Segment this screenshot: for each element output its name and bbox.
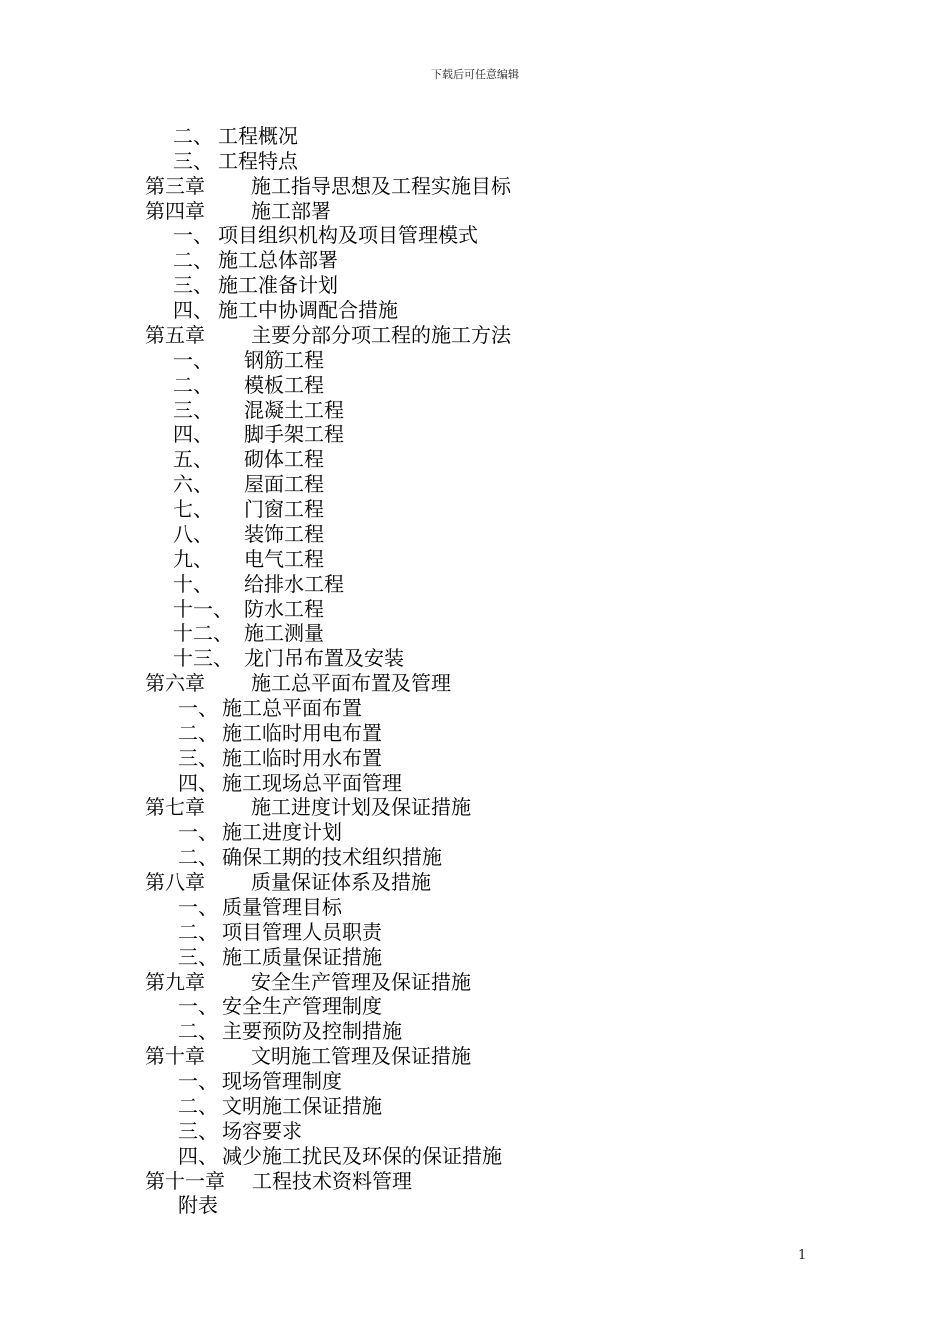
toc-entry-number: 第十章 <box>145 1044 205 1069</box>
toc-entry-title: 确保工期的技术组织措施 <box>222 845 442 870</box>
toc-entry-title: 防水工程 <box>244 596 324 621</box>
toc-entry-title: 施工临时用电布置 <box>222 720 382 745</box>
toc-entry-title: 施工指导思想及工程实施目标 <box>251 173 511 198</box>
toc-entry-number: 三、 <box>178 745 218 770</box>
toc-entry-number: 八、 <box>173 521 213 546</box>
toc-entry-title: 施工总平面布置及管理 <box>251 671 451 696</box>
toc-entry-number: 四、 <box>173 298 213 323</box>
toc-entry-number: 四、 <box>178 1143 218 1168</box>
toc-entry-number: 二、 <box>178 1093 218 1118</box>
toc-entry-title: 施工进度计划 <box>222 820 342 845</box>
toc-entry-title: 施工部署 <box>251 198 331 223</box>
toc-entry-title: 工程特点 <box>218 148 298 173</box>
toc-entry-title: 混凝土工程 <box>244 397 344 422</box>
toc-entry-number: 五、 <box>173 447 213 472</box>
toc-entry-number: 一、 <box>173 347 213 372</box>
toc-entry-number: 二、 <box>178 720 218 745</box>
toc-entry-title: 文明施工保证措施 <box>222 1093 382 1118</box>
toc-entry-title: 施工临时用水布置 <box>222 745 382 770</box>
toc-entry-title: 文明施工管理及保证措施 <box>251 1044 471 1069</box>
toc-entry-number: 三、 <box>173 397 213 422</box>
toc-entry-title: 电气工程 <box>244 546 324 571</box>
toc-entry-title: 施工质量保证措施 <box>222 944 382 969</box>
toc-entry-number: 一、 <box>178 820 218 845</box>
toc-entry-number: 六、 <box>173 472 213 497</box>
page-header: 下载后可任意编辑 <box>431 68 519 81</box>
toc-entry-number: 二、 <box>173 248 213 273</box>
toc-entry-title: 施工总体部署 <box>218 248 338 273</box>
toc-entry-number: 四、 <box>178 770 218 795</box>
toc-entry-title: 减少施工扰民及环保的保证措施 <box>222 1143 502 1168</box>
toc-entry-number: 第八章 <box>145 870 205 895</box>
toc-entry-title: 给排水工程 <box>244 571 344 596</box>
toc-entry-title: 现场管理制度 <box>222 1069 342 1094</box>
toc-entry-number: 三、 <box>178 1118 218 1143</box>
toc-entry-title: 施工测量 <box>244 621 324 646</box>
toc-entry-title: 质量保证体系及措施 <box>251 870 431 895</box>
toc-entry-title: 附表 <box>178 1193 218 1218</box>
toc-entry-number: 三、 <box>178 944 218 969</box>
toc-entry-number: 二、 <box>178 845 218 870</box>
toc-entry-number: 十二、 <box>173 621 233 646</box>
toc-entry-title: 质量管理目标 <box>222 894 342 919</box>
toc-entry-number: 第十一章 <box>145 1168 225 1193</box>
toc-entry-number: 第九章 <box>145 969 205 994</box>
toc-entry-title: 项目管理人员职责 <box>222 919 382 944</box>
toc-entry-number: 一、 <box>178 994 218 1019</box>
toc-entry-number: 二、 <box>178 919 218 944</box>
toc-entry-title: 施工中协调配合措施 <box>218 298 398 323</box>
toc-entry-title: 施工总平面布置 <box>222 696 362 720</box>
toc-entry-title: 主要分部分项工程的施工方法 <box>251 322 511 347</box>
toc-entry-number: 十三、 <box>173 646 233 671</box>
toc-entry-number: 一、 <box>173 223 213 248</box>
toc-entry-title: 模板工程 <box>244 372 324 397</box>
toc-entry-title: 工程概况 <box>218 124 298 148</box>
toc-entry-title: 项目组织机构及项目管理模式 <box>218 223 478 248</box>
toc-entry-title: 脚手架工程 <box>244 422 344 447</box>
toc-entry-number: 第五章 <box>145 322 205 347</box>
toc-entry-title: 场容要求 <box>222 1118 302 1143</box>
toc-entry-number: 九、 <box>173 546 213 571</box>
toc-entry-number: 三、 <box>173 148 213 173</box>
page-number: 1 <box>798 1248 807 1263</box>
toc-entry-number: 三、 <box>173 273 213 298</box>
toc-entry-number: 四、 <box>173 422 213 447</box>
toc-entry-title: 龙门吊布置及安装 <box>244 646 404 671</box>
toc-entry-title: 主要预防及控制措施 <box>222 1019 402 1044</box>
toc-entry-title: 安全生产管理及保证措施 <box>251 969 471 994</box>
toc-entry-number: 第四章 <box>145 198 205 223</box>
toc-entry-title: 工程技术资料管理 <box>252 1168 412 1193</box>
toc-entry-title: 砌体工程 <box>244 447 324 472</box>
toc-entry-title: 施工准备计划 <box>218 273 338 298</box>
toc-entry-number: 二、 <box>173 124 213 148</box>
toc-entry-title: 门窗工程 <box>244 497 324 522</box>
toc-entry-title: 屋面工程 <box>244 472 324 497</box>
toc-entry-number: 二、 <box>173 372 213 397</box>
toc-entry-number: 第七章 <box>145 795 205 820</box>
toc-entry-number: 十一、 <box>173 596 233 621</box>
toc-entry-number: 二、 <box>178 1019 218 1044</box>
toc-entry-number: 一、 <box>178 696 218 720</box>
toc-entry-number: 第六章 <box>145 671 205 696</box>
toc-entry-title: 施工现场总平面管理 <box>222 770 402 795</box>
toc-entry-number: 第三章 <box>145 173 205 198</box>
toc-entry-title: 装饰工程 <box>244 521 324 546</box>
toc-entry-number: 一、 <box>178 1069 218 1094</box>
toc-entry-title: 安全生产管理制度 <box>222 994 382 1019</box>
toc-entry-number: 十、 <box>173 571 213 596</box>
toc-entry-number: 七、 <box>173 497 213 522</box>
toc-entry-title: 钢筋工程 <box>244 347 324 372</box>
toc-entry-number: 一、 <box>178 894 218 919</box>
toc-entry-title: 施工进度计划及保证措施 <box>251 795 471 820</box>
